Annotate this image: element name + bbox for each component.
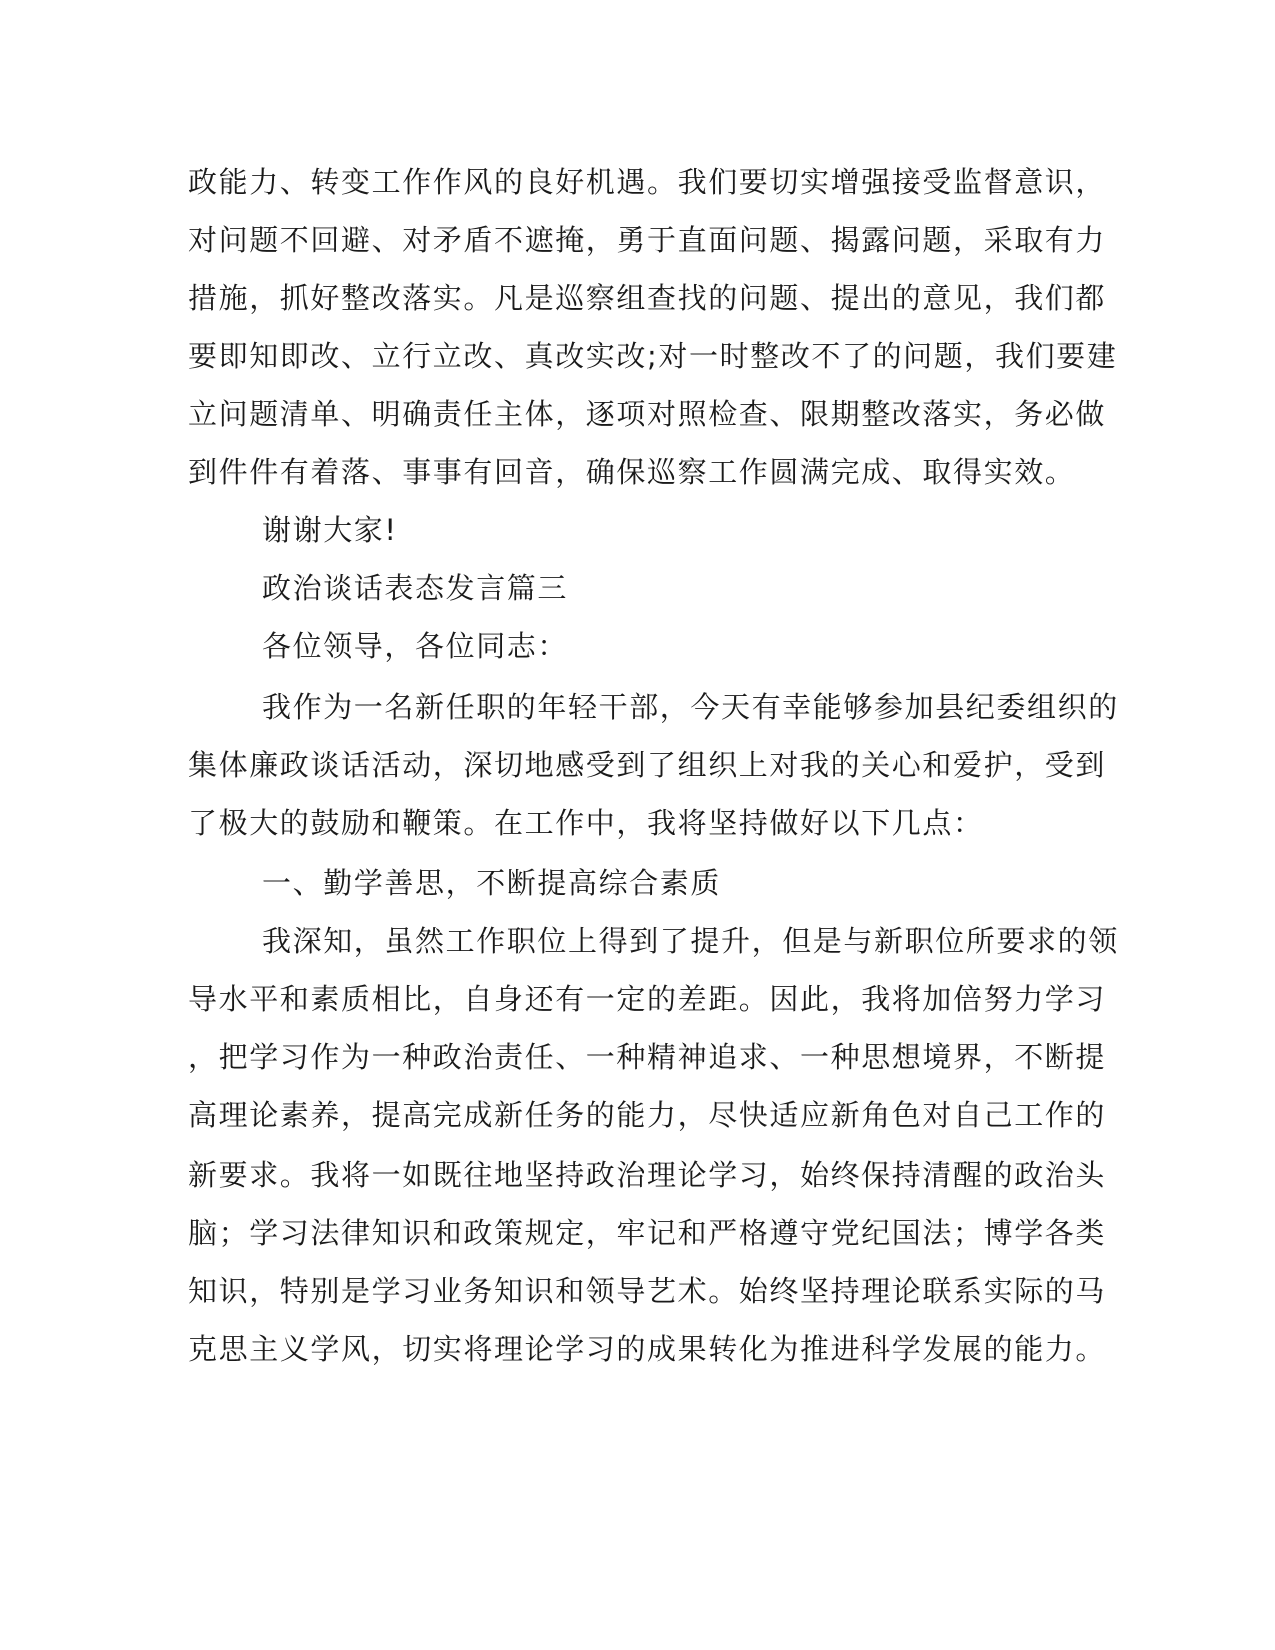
paragraph-line: 我作为一名新任职的年轻干部，今天有幸能够参加县纪委组织的 xyxy=(262,690,1119,724)
paragraph-line: ，把学习作为一种政治责任、一种精神追求、一种思想境界，不断提 xyxy=(188,1040,1107,1074)
paragraph-line: 要即知即改、立行立改、真改实改;对一时整改不了的问题，我们要建 xyxy=(188,339,1118,373)
paragraph-line: 新要求。我将一如既往地坚持政治理论学习，始终保持清醒的政治头 xyxy=(188,1158,1107,1192)
closing-remark: 谢谢大家! xyxy=(262,513,398,547)
paragraph-line: 政能力、转变工作作风的良好机遇。我们要切实增强接受监督意识， xyxy=(188,165,1107,199)
paragraph-line: 措施，抓好整改落实。凡是巡察组查找的问题、提出的意见，我们都 xyxy=(188,281,1107,315)
section-heading: 政治谈话表态发言篇三 xyxy=(262,571,569,605)
paragraph-line: 导水平和素质相比，自身还有一定的差距。因此，我将加倍努力学习 xyxy=(188,982,1107,1016)
paragraph-line: 对问题不回避、对矛盾不遮掩，勇于直面问题、揭露问题，采取有力 xyxy=(188,223,1107,257)
paragraph-line: 克思主义学风，切实将理论学习的成果转化为推进科学发展的能力。 xyxy=(188,1332,1107,1366)
paragraph-line: 了极大的鼓励和鞭策。在工作中，我将坚持做好以下几点： xyxy=(188,806,984,840)
paragraph-line: 集体廉政谈话活动，深切地感受到了组织上对我的关心和爱护，受到 xyxy=(188,748,1107,782)
paragraph-line: 知识，特别是学习业务知识和领导艺术。始终坚持理论联系实际的马 xyxy=(188,1274,1107,1308)
paragraph-line: 高理论素养，提高完成新任务的能力，尽快适应新角色对自己工作的 xyxy=(188,1098,1107,1132)
subheading: 一、勤学善思，不断提高综合素质 xyxy=(262,866,722,900)
paragraph-line: 我深知，虽然工作职位上得到了提升，但是与新职位所要求的领 xyxy=(262,924,1119,958)
paragraph-line: 立问题清单、明确责任主体，逐项对照检查、限期整改落实，务必做 xyxy=(188,397,1107,431)
paragraph-line: 脑；学习法律知识和政策规定，牢记和严格遵守党纪国法；博学各类 xyxy=(188,1216,1107,1250)
paragraph-line: 到件件有着落、事事有回音，确保巡察工作圆满完成、取得实效。 xyxy=(188,455,1076,489)
salutation: 各位领导，各位同志： xyxy=(262,629,569,663)
